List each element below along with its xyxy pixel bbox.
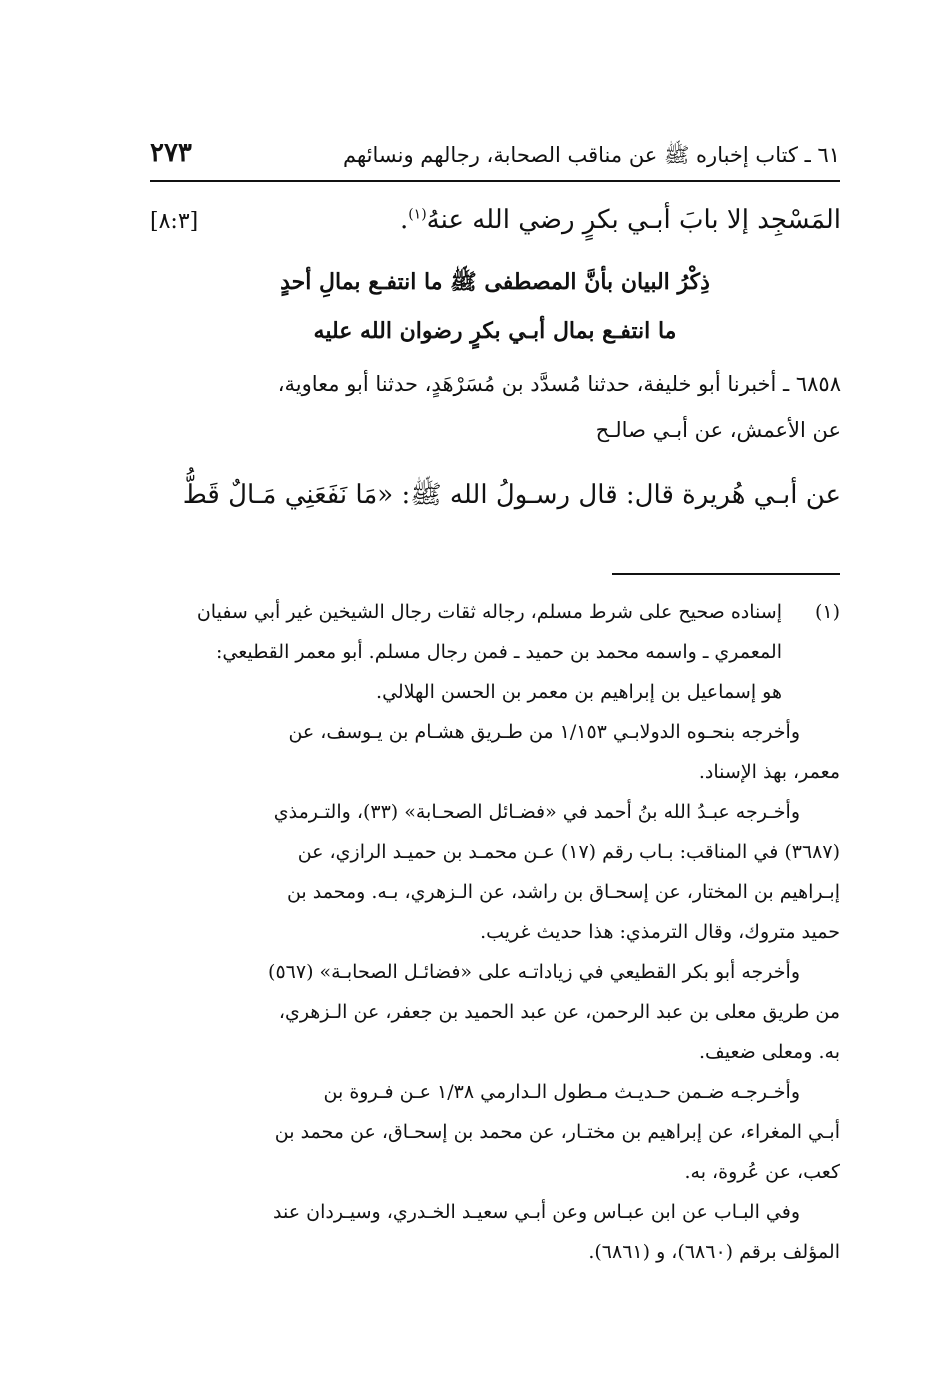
isnad-line-1: ٦٨٥٨ ـ أخبرنا أبو خليفة، حدثنا مُسدَّد بن مُسَرْهَدٍ، حدثنا أبو معاوية، bbox=[277, 372, 841, 396]
footnote-line: المؤلف برقم (٦٨٦٠)، و (٦٨٦١). bbox=[588, 1241, 840, 1263]
footnote-line: وفي البـاب عن ابن عبـاس وعن أبـي سعيـد الخـدري، وسيـردان عند bbox=[273, 1201, 800, 1223]
footnote-paragraph bbox=[150, 952, 840, 1072]
footnote-line: أبـي المغراء، عن إبراهيم بن مختـار، عن محمد بن إسحـاق، عن محمد بن bbox=[274, 1121, 840, 1143]
footnote-line: وأخـرجه عبـدُ الله بنُ أحمد في «فضـائل الصحـابة» (٣٣)، والتـرمذي bbox=[273, 801, 800, 823]
footnote-line: المعمري ـ واسمه محمد بن حميد ـ فمن رجال مسلم. أبو معمر القطيعي: bbox=[215, 641, 782, 663]
footnote-1-text bbox=[150, 592, 782, 712]
running-title: ٦١ ـ كتاب إخباره ﷺ عن مناقب الصحابة، رجالهم ونسائهم bbox=[343, 143, 840, 167]
footnote-line: وأخرجه بنحـوه الدولابـي ١/١٥٣ من طـريق هشـام بن يـوسف، عن bbox=[288, 721, 800, 743]
chapter-heading-line-1: ذِكْرُ البيان بأنَّ المصطفى ﷺ ما انتفـع بمالِ أحدٍ bbox=[280, 269, 710, 295]
footnote-paragraph bbox=[150, 712, 840, 792]
header-rule bbox=[150, 180, 840, 182]
footnote-line: هو إسماعيل بن إبراهيم بن معمر بن الحسن الهلالي. bbox=[376, 681, 782, 703]
chapter-heading-line-2: ما انتفـع بمال أبـي بكرٍ رضوان الله عليه bbox=[313, 318, 677, 344]
page-number: ٢٧٣ bbox=[150, 138, 192, 168]
footnote-paragraph bbox=[150, 1072, 840, 1192]
footnote-marker: (١) bbox=[814, 601, 840, 623]
footnote-line: حميد متروك، وقال الترمذي: هذا حديث غريب. bbox=[480, 921, 840, 943]
footnote-line: (٣٦٨٧) في المناقب: بـاب رقم (١٧) عـن محمـد بن حميـد الرازي، عن bbox=[297, 841, 840, 863]
footnote-paragraph bbox=[150, 792, 840, 952]
continuation-line bbox=[150, 205, 841, 235]
footnote-paragraphs bbox=[150, 712, 840, 1272]
footnote-1 bbox=[150, 592, 840, 712]
hadith-matn: عن أبـي هُريرة قال: قال رسـولُ الله ﷺ: «مَا نَفَعَنِي مَـالٌ قَطُّ bbox=[182, 480, 841, 510]
footnote-paragraph bbox=[150, 1192, 840, 1272]
page-header bbox=[150, 138, 840, 174]
footnote-line: به. ومعلى ضعيف. bbox=[699, 1041, 840, 1063]
continuation-text: المَسْجِد إلا بابَ أبـي بكرٍ رضي الله عنهُ bbox=[426, 205, 841, 235]
footnote-separator bbox=[612, 573, 840, 575]
footnote-ref: (١) bbox=[408, 206, 427, 223]
footnote-line: من طريق معلى بن عبد الرحمن، عن عبد الحميد بن جعفر، عن الـزهري، bbox=[278, 1001, 840, 1023]
footnote-line: إسناده صحيح على شرط مسلم، رجاله ثقات رجال الشيخين غير أبي سفيان bbox=[196, 601, 782, 623]
volume-reference: [٨:٣] bbox=[150, 209, 199, 234]
footnote-line: معمر، بهذ الإسناد. bbox=[698, 761, 840, 783]
footnote-line: كعب، عن عُروة، به. bbox=[684, 1161, 840, 1183]
isnad-line-2: عن الأعمش، عن أبـي صالـح bbox=[595, 418, 841, 442]
footnote-line: وأخـرجـه ضـمن حـديـث مـطول الـدارمي ١/٣٨ عـن فـروة بن bbox=[323, 1081, 800, 1103]
continuation-end: . bbox=[399, 205, 409, 235]
footnote-line: وأخرجه أبو بكر القطيعي في زياداتـه على «فضائـل الصحابـة» (٥٦٧) bbox=[268, 961, 800, 983]
footnote-line: إبـراهيم بن المختار، عن إسحـاق بن راشد، عن الـزهري، بـه. ومحمد بن bbox=[286, 881, 840, 903]
